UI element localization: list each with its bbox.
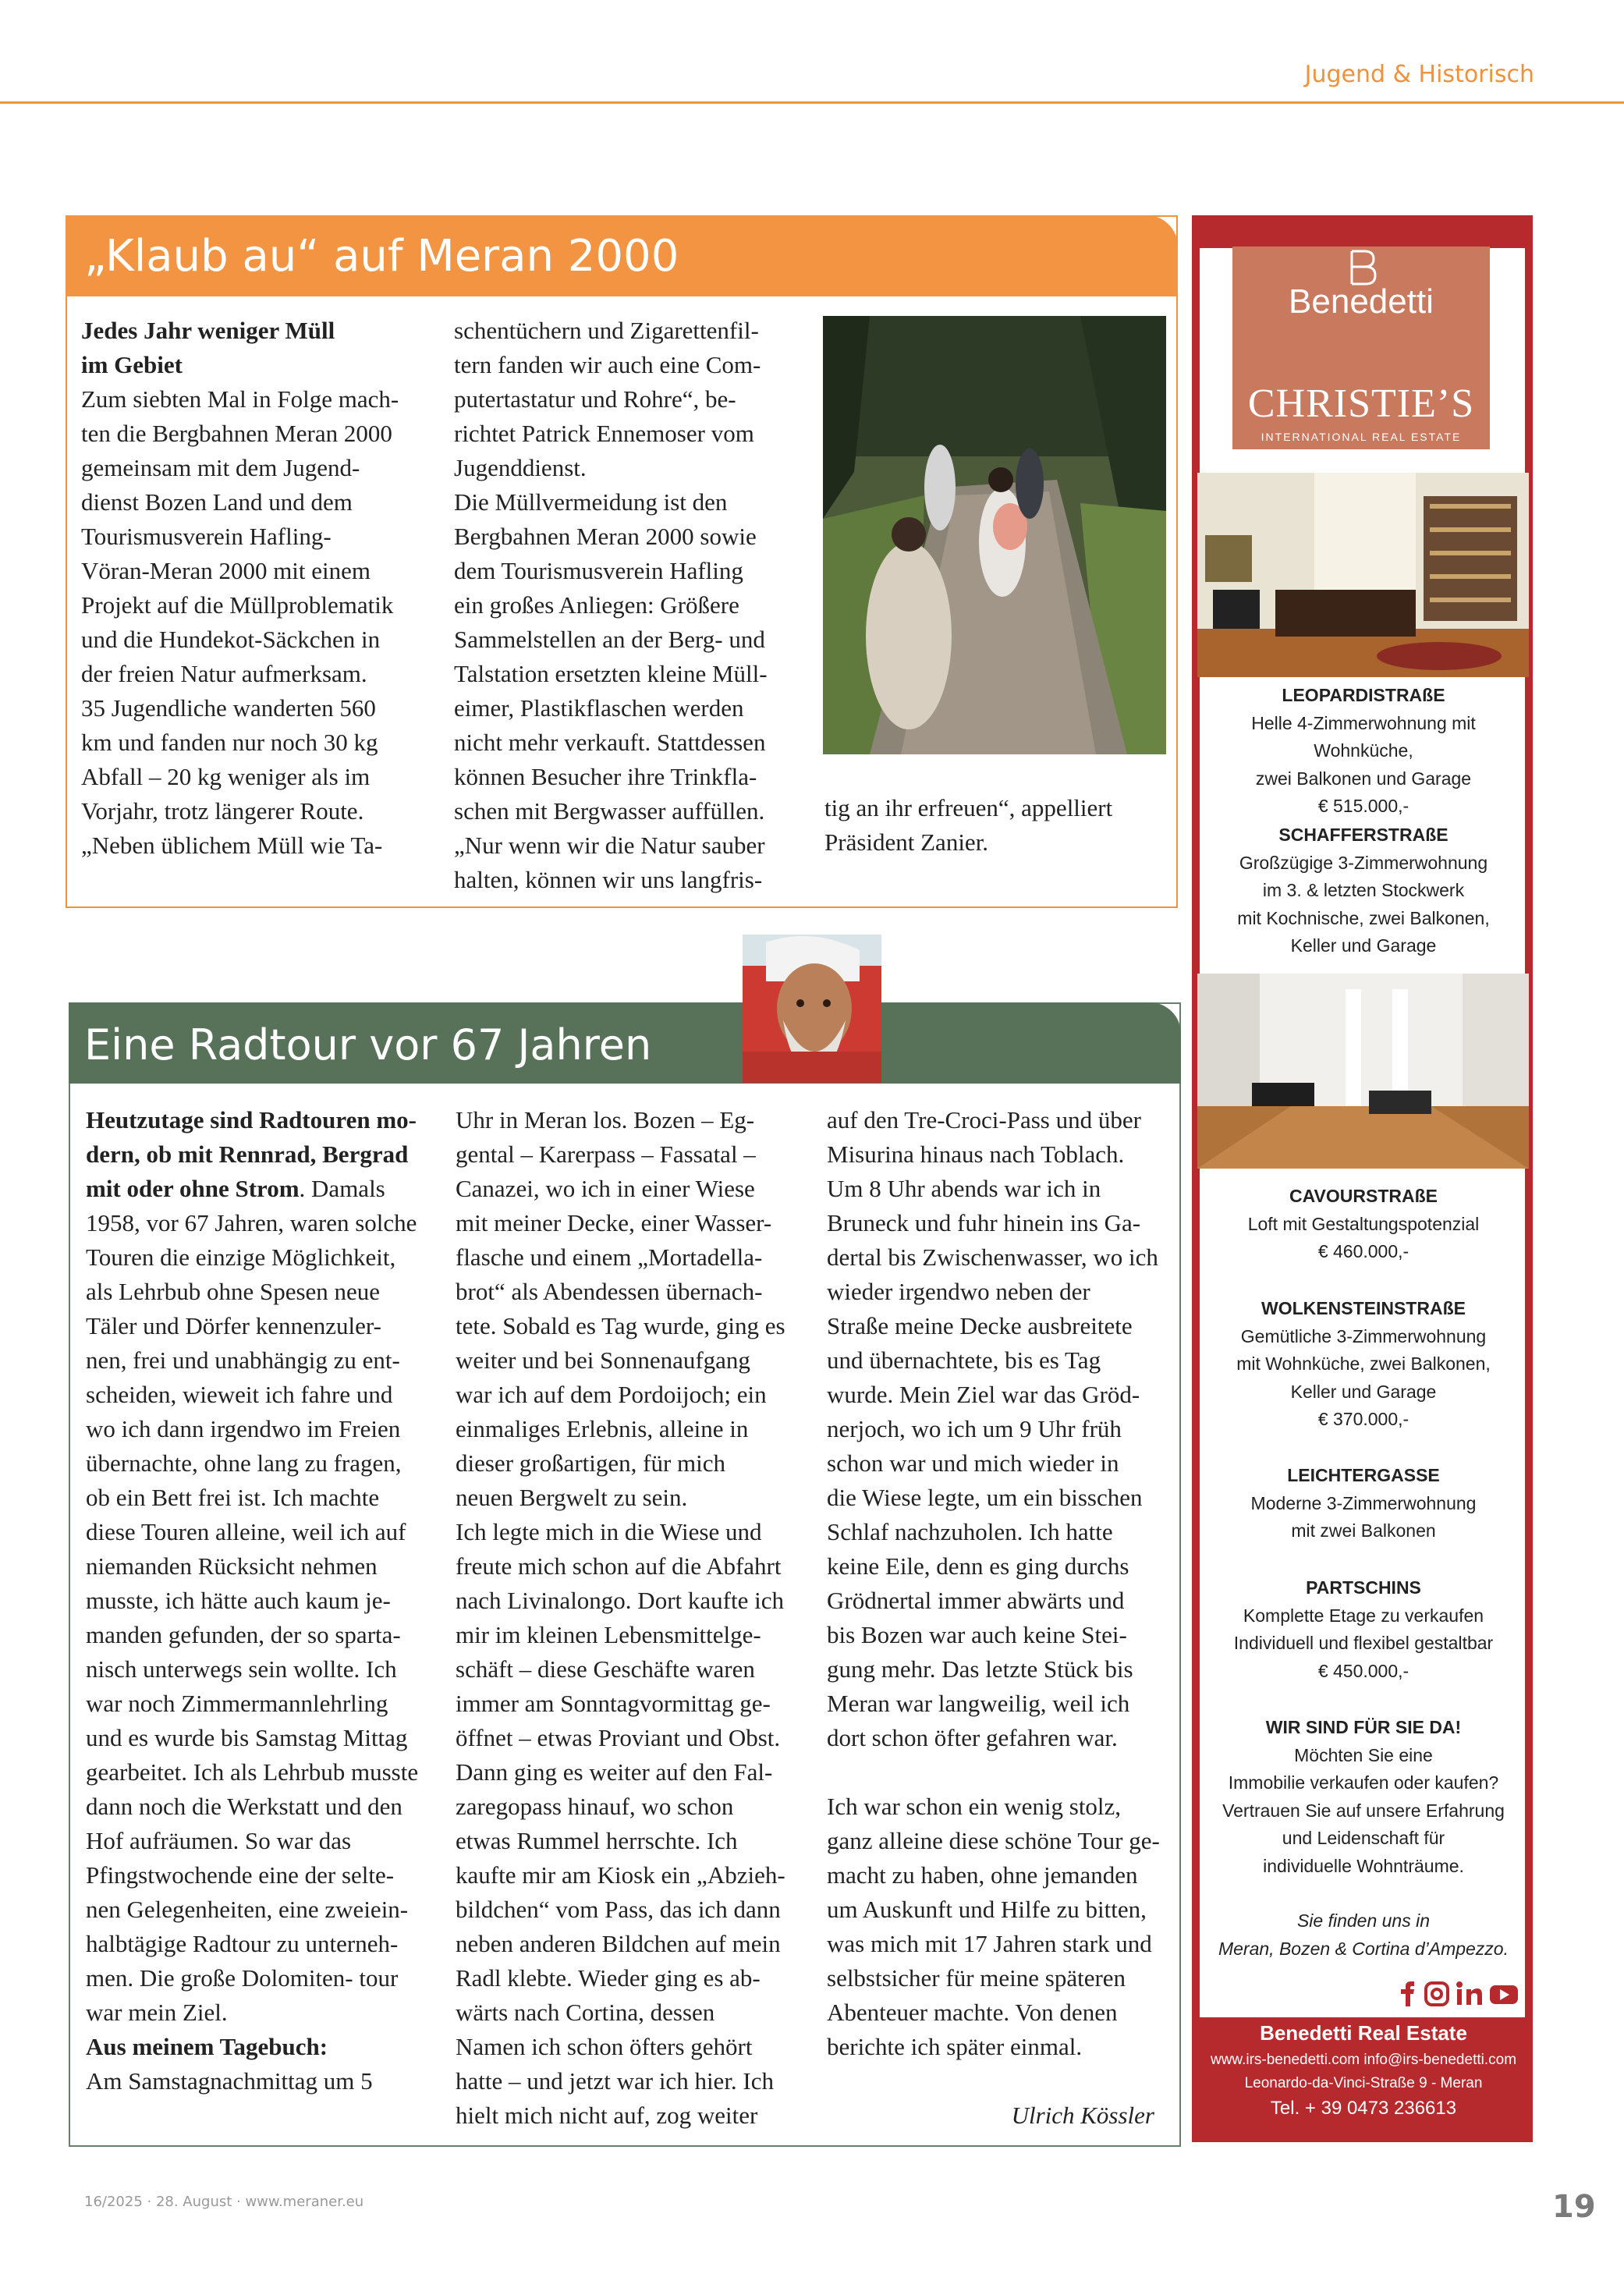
listing-description: Loft mit Gestaltungspotenzial xyxy=(1247,1213,1480,1234)
author-portrait-photo xyxy=(743,935,881,1083)
section-label: Jugend & Historisch xyxy=(1304,61,1534,88)
ad-call-to-action xyxy=(1200,1714,1527,1880)
listing-street: LEOPARDISTRAßE xyxy=(1282,685,1445,705)
article-2-column-1-end: Am Samstagnachmittag um 5 xyxy=(86,2067,373,2095)
christies-logo: CHRISTIE’S xyxy=(1247,381,1475,426)
ad-footer xyxy=(1200,2017,1527,2122)
listing-description: Gemütliche 3-Zimmerwohnung mit Wohnküche, zwei Balkonen, Keller und Garage xyxy=(1236,1325,1491,1402)
listing-leichtergasse xyxy=(1200,1462,1527,1545)
loft-photo xyxy=(1197,974,1529,1169)
article-1-column-3: tig an ihr erfreuen“, appelliert Präsident Zanier. xyxy=(824,794,1113,856)
listing-street: LEICHTERGASSE xyxy=(1287,1465,1440,1485)
company-contact: www.irs-benedetti.com info@irs-benedetti.com Leonardo-da-Vinci-Straße 9 - Meran xyxy=(1210,2052,1517,2091)
article-1-lead: Jedes Jahr weniger Müll im Gebiet xyxy=(81,317,335,378)
listing-street: PARTSCHINS xyxy=(1306,1577,1421,1598)
article-1-title: „Klaub au“ auf Meran 2000 xyxy=(84,231,679,282)
article-2-title: Eine Radtour vor 67 Jahren xyxy=(84,1020,652,1070)
listing-street: WOLKENSTEINSTRAßE xyxy=(1261,1298,1466,1318)
cta-heading: WIR SIND FÜR SIE DA! xyxy=(1265,1717,1462,1737)
listing-street: SCHAFFERSTRAßE xyxy=(1278,825,1448,845)
listing-price: € 515.000,- xyxy=(1317,796,1409,816)
article-2-column-1-text: . Damals 1958, vor 67 Jahren, waren solche Touren die einzige Möglichkeit, als Lehrbub ohne Spesen neue Täler und Dörfer kennenzuler- nen, frei und unabhängig zu ent- scheiden, wieweit ich fahre und wo ich dann irgendwo im Freien übernachte, ohne lang zu fragen, ob ein Bett frei ist. Ich machte diese Touren alleine, weil ich auf niemanden Rücksicht nehmen musste, ich hätte auch kaum je- manden gefunden, der so sparta- nisch unterwegs sein wollte. Ich war noch Zimmermannlehrling und es wurde bis Samstag Mittag gearbeitet. Ich als Lehrbub musste dann noch die Werkstatt und den Hof aufräumen. So war das Pfingstwochende eine der selte- nen Gelegenheiten, eine zweiein- halbtägige Radtour zu unterneh- men. Die große Dolomiten- tour war mein Ziel. xyxy=(86,1175,419,2026)
article-1-column-1 xyxy=(81,314,424,863)
linkedin-icon[interactable] xyxy=(1456,1981,1482,2005)
listing-price: € 370.000,- xyxy=(1317,1409,1409,1429)
living-room-photo xyxy=(1197,473,1529,677)
company-name: Benedetti Real Estate xyxy=(1260,2021,1467,2045)
listing-wolkensteinstrasse xyxy=(1200,1295,1527,1434)
listing-cavourstrasse xyxy=(1200,1183,1527,1266)
listing-price: € 450.000,- xyxy=(1317,1660,1409,1681)
article-2-column-2: Uhr in Meran los. Bozen – Eg- gental – Karerpass – Fassatal – Canazei, wo ich in einer Wiese mit meiner Decke, einer Wasser- flasche und einem „Mortadella- brot“ als Abendessen übernach- tete. Sobald es Tag wurde, ging es weiter und bei Sonnenaufgang war ich auf dem Pordoijoch; ein einmaliges Erlebnis, alleine in dieser großartigen, für mich neuen Bergwelt zu sein. Ich legte mich in die Wiese und freute mich schon auf die Abfahrt nach Livinalongo. Dort kaufte ich mir im kleinen Lebensmittelge- schäft – diese Geschäfte waren immer am Sonntagvormittag ge- öffnet – etwas Proviant und Obst. Dann ging es weiter auf den Fal- zaregopass hinauf, wo schon etwas Rummel herrschte. Ich kaufte mir am Kiosk ein „Abzieh- bildchen“ vom Pass, das ich dann neben anderen Bildchen auf mein Radl klebte. Wieder ging es ab- wärts nach Cortina, dessen Namen ich schon öfters gehört hatte – und jetzt war ich hier. Ich hielt mich nicht auf, zog weiter xyxy=(456,1106,785,2129)
listing-price: € 460.000,- xyxy=(1317,1241,1409,1261)
listing-partschins xyxy=(1200,1574,1527,1685)
benedetti-monogram-icon xyxy=(1330,248,1392,287)
youtube-icon[interactable] xyxy=(1490,1985,1518,2004)
facebook-icon[interactable] xyxy=(1401,1981,1414,2006)
listing-description: Moderne 3-Zimmerwohnung mit zwei Balkonen xyxy=(1250,1492,1477,1541)
christies-subtitle: INTERNATIONAL REAL ESTATE xyxy=(1261,431,1462,443)
article-2-column-3 xyxy=(827,1103,1170,2133)
article-2-lead: Heutzutage sind Radtouren mo- dern, ob mit Rennrad, Bergrad mit oder ohne Strom xyxy=(86,1106,417,1202)
listing-schafferstrasse xyxy=(1200,821,1527,960)
ad-locations: Sie finden uns in Meran, Bozen & Cortina d’Ampezzo. xyxy=(1218,1910,1509,1959)
issue-info: 16/2025 · 28. August · www.meraner.eu xyxy=(84,2194,364,2210)
company-phone: Tel. + 39 0473 236613 xyxy=(1270,2098,1457,2119)
article-2-author: Ulrich Kössler xyxy=(1011,2102,1154,2129)
article-1-column-1-text: Zum siebten Mal in Folge mach- ten die Bergbahnen Meran 2000 gemeinsam mit dem Jugend- dienst Bozen Land und dem Tourismusverein Hafling- Vöran-Meran 2000 mit einem Projekt auf die Müllproblematik und die Hundekot-Säckchen in der freien Natur aufmerksam. 35 Jugendliche wanderten 560 km und fanden nur noch 30 kg Abfall – 20 kg weniger als im Vorjahr, trotz längerer Route. „Neben üblichem Müll wie Ta- xyxy=(81,385,399,859)
listing-description: Komplette Etage zu verkaufen Individuell und flexibel gestaltbar xyxy=(1233,1605,1494,1653)
article-2-column-1 xyxy=(86,1103,429,2098)
listing-description: Helle 4-Zimmerwohnung mit Wohnküche, zwei Balkonen und Garage xyxy=(1251,712,1476,789)
cta-text: Möchten Sie eine Immobilie verkaufen oder kaufen? Vertrauen Sie auf unsere Erfahrung und Leidenschaft für individuelle Wohnträume. xyxy=(1222,1744,1505,1876)
article-1-column-2: schentüchern und Zigarettenfil- tern fanden wir auch eine Com- putertastatur und Rohre“, be- richtet Patrick Ennemoser vom Jugenddienst. Die Müllvermeidung ist den Bergbahnen Meran 2000 sowie dem Tourismusverein Hafling ein großes Anliegen: Größere Sammelstellen an der Berg- und Talstation ersetzten kleine Müll- eimer, Plastikflaschen werden nicht mehr verkauft. Stattdessen können Besucher ihre Trinkfla- schen mit Bergwasser auffüllen. „Nur wenn wir die Natur sauber halten, können wir uns langfris- xyxy=(454,317,768,893)
article-2-subhead: Aus meinem Tagebuch: xyxy=(86,2033,328,2060)
hikers-photo xyxy=(823,316,1166,754)
benedetti-logo: Benedetti xyxy=(1289,282,1434,321)
listing-leopardistrasse xyxy=(1200,682,1527,821)
instagram-icon[interactable] xyxy=(1426,1983,1448,2005)
social-icons xyxy=(1396,1980,1521,2008)
page-number: 19 xyxy=(1552,2189,1596,2225)
article-2-column-3-text: auf den Tre-Croci-Pass und über Misurina hinaus nach Toblach. Um 8 Uhr abends war ich in Bruneck und fuhr hinein ins Ga- dertal bis Zwischenwasser, wo ich wieder irgendwo neben der Straße meine Decke ausbreitete und übernachtete, bis es Tag wurde. Mein Ziel war das Gröd- nerjoch, wo ich um 9 Uhr früh schon war und mich wieder in die Wiese legte, um ein bisschen Schlaf nachzuholen. Ich hatte keine Eile, denn es ging durchs Grödnertal immer abwärts und bis Bozen war auch keine Stei- gung mehr. Das letzte Stück bis Meran war langweilig, weil ich dort schon öfter gefahren war. Ich war schon ein wenig stolz, ganz alleine diese schöne Tour ge- macht zu haben, ohne jemanden um Auskunft und Hilfe zu bitten, was mich mit 17 Jahren stark und selbstsicher für meine späteren Abenteuer machte. Von denen berichte ich später einmal. xyxy=(827,1106,1160,2060)
listing-street: CAVOURSTRAßE xyxy=(1289,1186,1438,1206)
listing-description: Großzügige 3-Zimmerwohnung im 3. & letzten Stockwerk mit Kochnische, zwei Balkonen, Keller und Garage xyxy=(1237,852,1490,956)
header-rule xyxy=(0,101,1624,104)
